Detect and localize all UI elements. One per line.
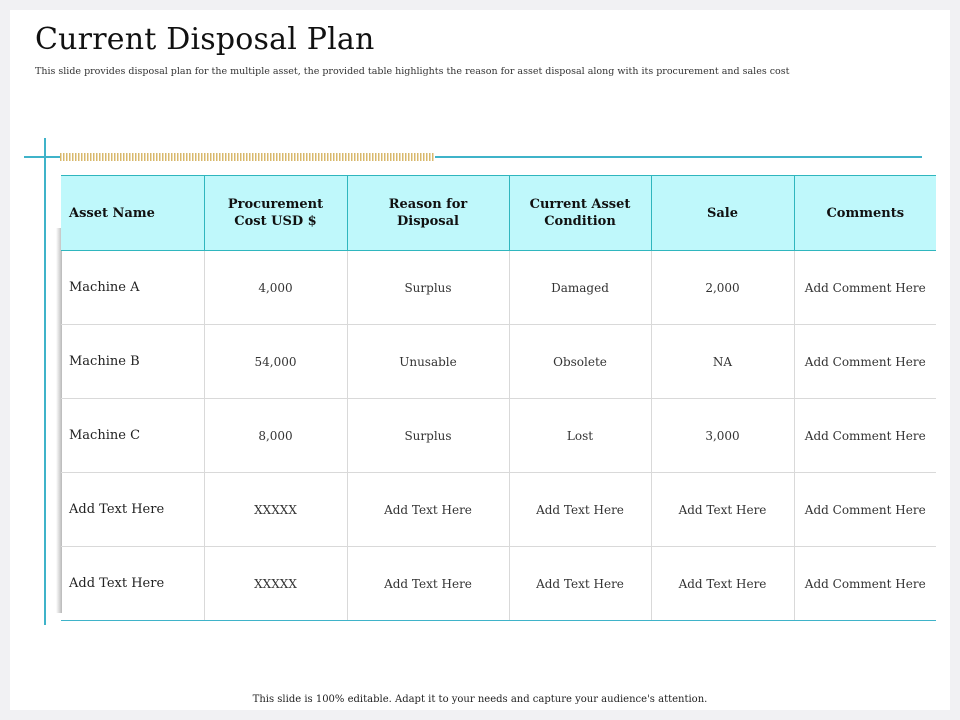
cell-reason: Add Text Here — [347, 473, 509, 547]
cell-asset-name: Machine A — [61, 251, 204, 325]
table-row — [61, 473, 936, 547]
table-row — [61, 251, 936, 325]
footer-note: This slide is 100% editable. Adapt it to your needs and capture your audience's attention. — [252, 694, 708, 705]
cell-asset-name: Machine B — [61, 325, 204, 399]
cell-condition: Lost — [509, 399, 651, 473]
cell-procurement-cost: XXXXX — [204, 547, 347, 621]
header-asset-name: Asset Name — [61, 176, 204, 251]
cell-condition: Add Text Here — [509, 473, 651, 547]
cell-sale: 2,000 — [651, 251, 794, 325]
cell-comment: Add Comment Here — [794, 251, 936, 325]
cell-procurement-cost: 8,000 — [204, 399, 347, 473]
cell-condition: Obsolete — [509, 325, 651, 399]
table-row — [61, 325, 936, 399]
cell-sale: 3,000 — [651, 399, 794, 473]
cell-reason: Add Text Here — [347, 547, 509, 621]
cell-reason: Surplus — [347, 251, 509, 325]
cell-comment: Add Comment Here — [794, 547, 936, 621]
decorative-hatch-bar — [60, 153, 435, 161]
cell-comment: Add Comment Here — [794, 325, 936, 399]
decorative-vertical-line — [44, 138, 46, 625]
cell-procurement-cost: 4,000 — [204, 251, 347, 325]
disposal-table — [61, 175, 936, 621]
cell-sale: Add Text Here — [651, 473, 794, 547]
cell-condition: Damaged — [509, 251, 651, 325]
cell-procurement-cost: 54,000 — [204, 325, 347, 399]
page-title: Current Disposal Plan — [35, 22, 375, 57]
cell-condition: Add Text Here — [509, 547, 651, 621]
cell-reason: Surplus — [347, 399, 509, 473]
table-row — [61, 547, 936, 621]
header-sale: Sale — [651, 176, 794, 251]
cell-asset-name: Machine C — [61, 399, 204, 473]
header-reason-for-disposal: Reason for Disposal — [347, 176, 509, 251]
slide — [10, 10, 950, 710]
cell-reason: Unusable — [347, 325, 509, 399]
header-procurement-cost: Procurement Cost USD $ — [204, 176, 347, 251]
cell-sale: NA — [651, 325, 794, 399]
cell-comment: Add Comment Here — [794, 473, 936, 547]
cell-sale: Add Text Here — [651, 547, 794, 621]
cell-comment: Add Comment Here — [794, 399, 936, 473]
cell-asset-name: Add Text Here — [61, 473, 204, 547]
cell-procurement-cost: XXXXX — [204, 473, 347, 547]
page-subtitle: This slide provides disposal plan for the multiple asset, the provided table highlights the reason for asset disposal along with its procurement and sales cost — [35, 66, 790, 77]
table-header-row — [61, 176, 936, 251]
disposal-table-container — [61, 175, 936, 621]
header-current-asset-condition: Current Asset Condition — [509, 176, 651, 251]
header-comments: Comments — [794, 176, 936, 251]
cell-asset-name: Add Text Here — [61, 547, 204, 621]
table-row — [61, 399, 936, 473]
